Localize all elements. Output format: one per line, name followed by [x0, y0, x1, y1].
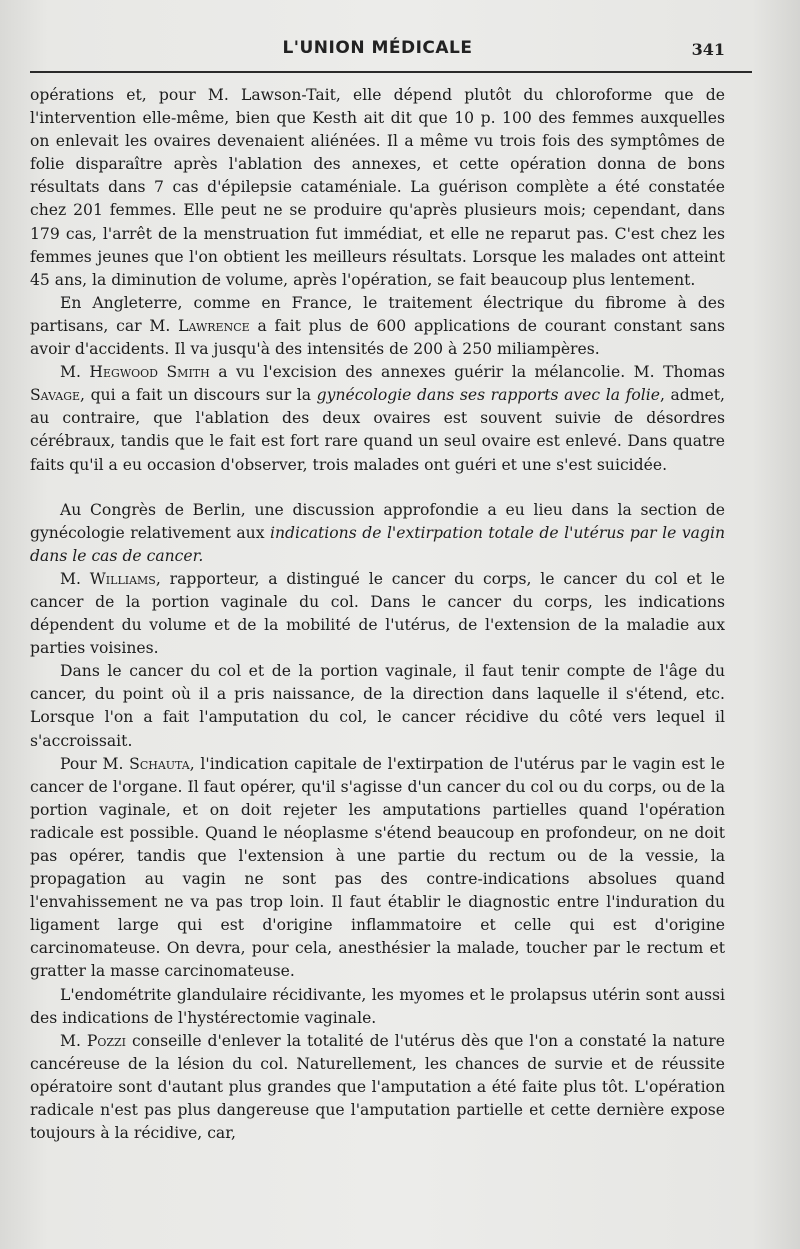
running-head	[30, 38, 725, 68]
text-segment: Au Congrès de Berlin, une discussion approfondie a eu lieu dans la section de gynécologie relativement aux	[30, 500, 725, 542]
paragraph	[30, 499, 725, 568]
text-segment: M.	[60, 1031, 87, 1050]
paragraph	[30, 1030, 725, 1145]
text-segment: , rapporteur, a distingué le cancer du corps, le cancer du col et le cancer de la portion vaginale du col. Dans le cancer du corps, les indications dépendent du volume et de la mobilité de l'utérus, de l'extension de la maladie aux parties voisines.	[30, 569, 725, 658]
author-name: Pozzi	[86, 1031, 127, 1050]
body-text	[30, 84, 725, 1145]
italic-text: indications de l'extirpation totale de l'utérus par le vagin dans le cas de cancer.	[30, 523, 725, 565]
paragraph	[30, 568, 725, 660]
author-name: Schauta	[129, 754, 190, 773]
text-segment: En Angleterre, comme en France, le traitement électrique du fibrome à des partisans, car M.	[30, 293, 725, 335]
author-name: Savage	[30, 386, 81, 405]
header-rule	[30, 71, 752, 73]
paragraph	[30, 84, 725, 292]
paragraph	[30, 753, 725, 984]
author-name: Hegwood Smith	[89, 363, 210, 382]
text-segment: Pour M.	[60, 754, 130, 773]
text-segment: L'endométrite glandulaire récidivante, les myomes et le prolapsus utérin sont aussi des indications de l'hystérectomie vaginale.	[30, 985, 725, 1027]
text-segment: , l'indication capitale de l'extirpation de l'utérus par le vagin est le cancer de l'organe. Il faut opérer, qu'il s'agisse d'un cancer du col ou du corps, ou de la portion vaginale, et on doit rejeter les amputations partielles quand l'opération radicale est possible. Quand le néoplasme s'étend beaucoup en profondeur, on ne doit pas opérer, tandis que l'extension à une partie du rectum ou de la vessie, la propagation au vagin ne sont pas des contre-indications absolues quand l'envahissement ne va pas trop loin. Il faut établir le diagnostic entre l'induration du ligament large qui est d'origine inflammatoire et celle qui est d'origine carcinomateuse. On devra, pour cela, anesthésier la malade, toucher par le rectum et gratter la masse carcinomateuse.	[30, 754, 725, 981]
text-segment: a vu l'excision des annexes guérir la mélancolie. M. Thomas	[209, 363, 725, 382]
paragraph	[30, 660, 725, 752]
paragraph	[30, 292, 725, 361]
text-segment: opérations et, pour M. Lawson-Tait, elle dépend plutôt du chloroforme que de l'intervention elle-même, bien que Kesth ait dit que 10 p. 100 des femmes auxquelles on enlevait les ovaires devenaient aliénées. Il a même vu trois fois des symptômes de folie disparaître après l'ablation des annexes, et cette opération donna de bons résultats dans 7 cas d'épilepsie cataméniale. La guérison complète a été constatée chez 201 femmes. Elle peut ne se produire qu'après plusieurs mois; cependant, dans 179 cas, l'arrêt de la menstruation fut immédiat, et elle ne reparut pas. C'est chez les femmes jeunes que l'on obtient les meilleurs résultats. Lorsque les malades ont atteint 45 ans, la diminution de volume, après l'opération, se fait beaucoup plus lentement.	[30, 86, 725, 289]
text-segment: , admet, au contraire, que l'ablation des deux ovaires est souvent suivie de désordres cérébraux, tandis que le fait est fort rare quand un seul ovaire est enlevé. Dans quatre faits qu'il a eu occasion d'observer, trois malades ont guéri et une s'est suicidée.	[30, 386, 725, 474]
author-name: Williams	[89, 569, 156, 588]
text-segment: conseille d'enlever la totalité de l'utérus dès que l'on a constaté la nature cancéreuse de la lésion du col. Naturellement, les chances de survie et de réussite opératoire sont d'autant plus grandes que l'amputation a été faite plus tôt. L'opération radicale n'est pas plus dangereuse que l'amputation partielle et cette dernière expose toujours à la récidive, car,	[30, 1031, 725, 1143]
paragraph	[30, 984, 725, 1030]
paragraph	[30, 361, 725, 476]
text-segment: , qui a fait un discours sur la	[80, 386, 317, 405]
italic-text: gynécologie dans ses rapports avec la folie	[316, 386, 660, 405]
text-segment: a fait plus de 600 applications de courant constant sans avoir d'accidents. Il va jusqu'à des intensités de 200 à 250 miliampères.	[30, 316, 725, 359]
text-segment: M.	[60, 569, 90, 588]
page-number: 341	[691, 40, 725, 59]
text-segment: M.	[60, 363, 90, 382]
journal-title: L'UNION MÉDICALE	[282, 38, 473, 58]
text-segment: Dans le cancer du col et de la portion vaginale, il faut tenir compte de l'âge du cancer, du point où il a pris naissance, de la direction dans laquelle il s'étend, etc. Lorsque l'on a fait l'amputation du col, le cancer récidive du côté vers lequel il s'accroissait.	[30, 662, 725, 750]
author-name: Lawrence	[178, 316, 250, 335]
